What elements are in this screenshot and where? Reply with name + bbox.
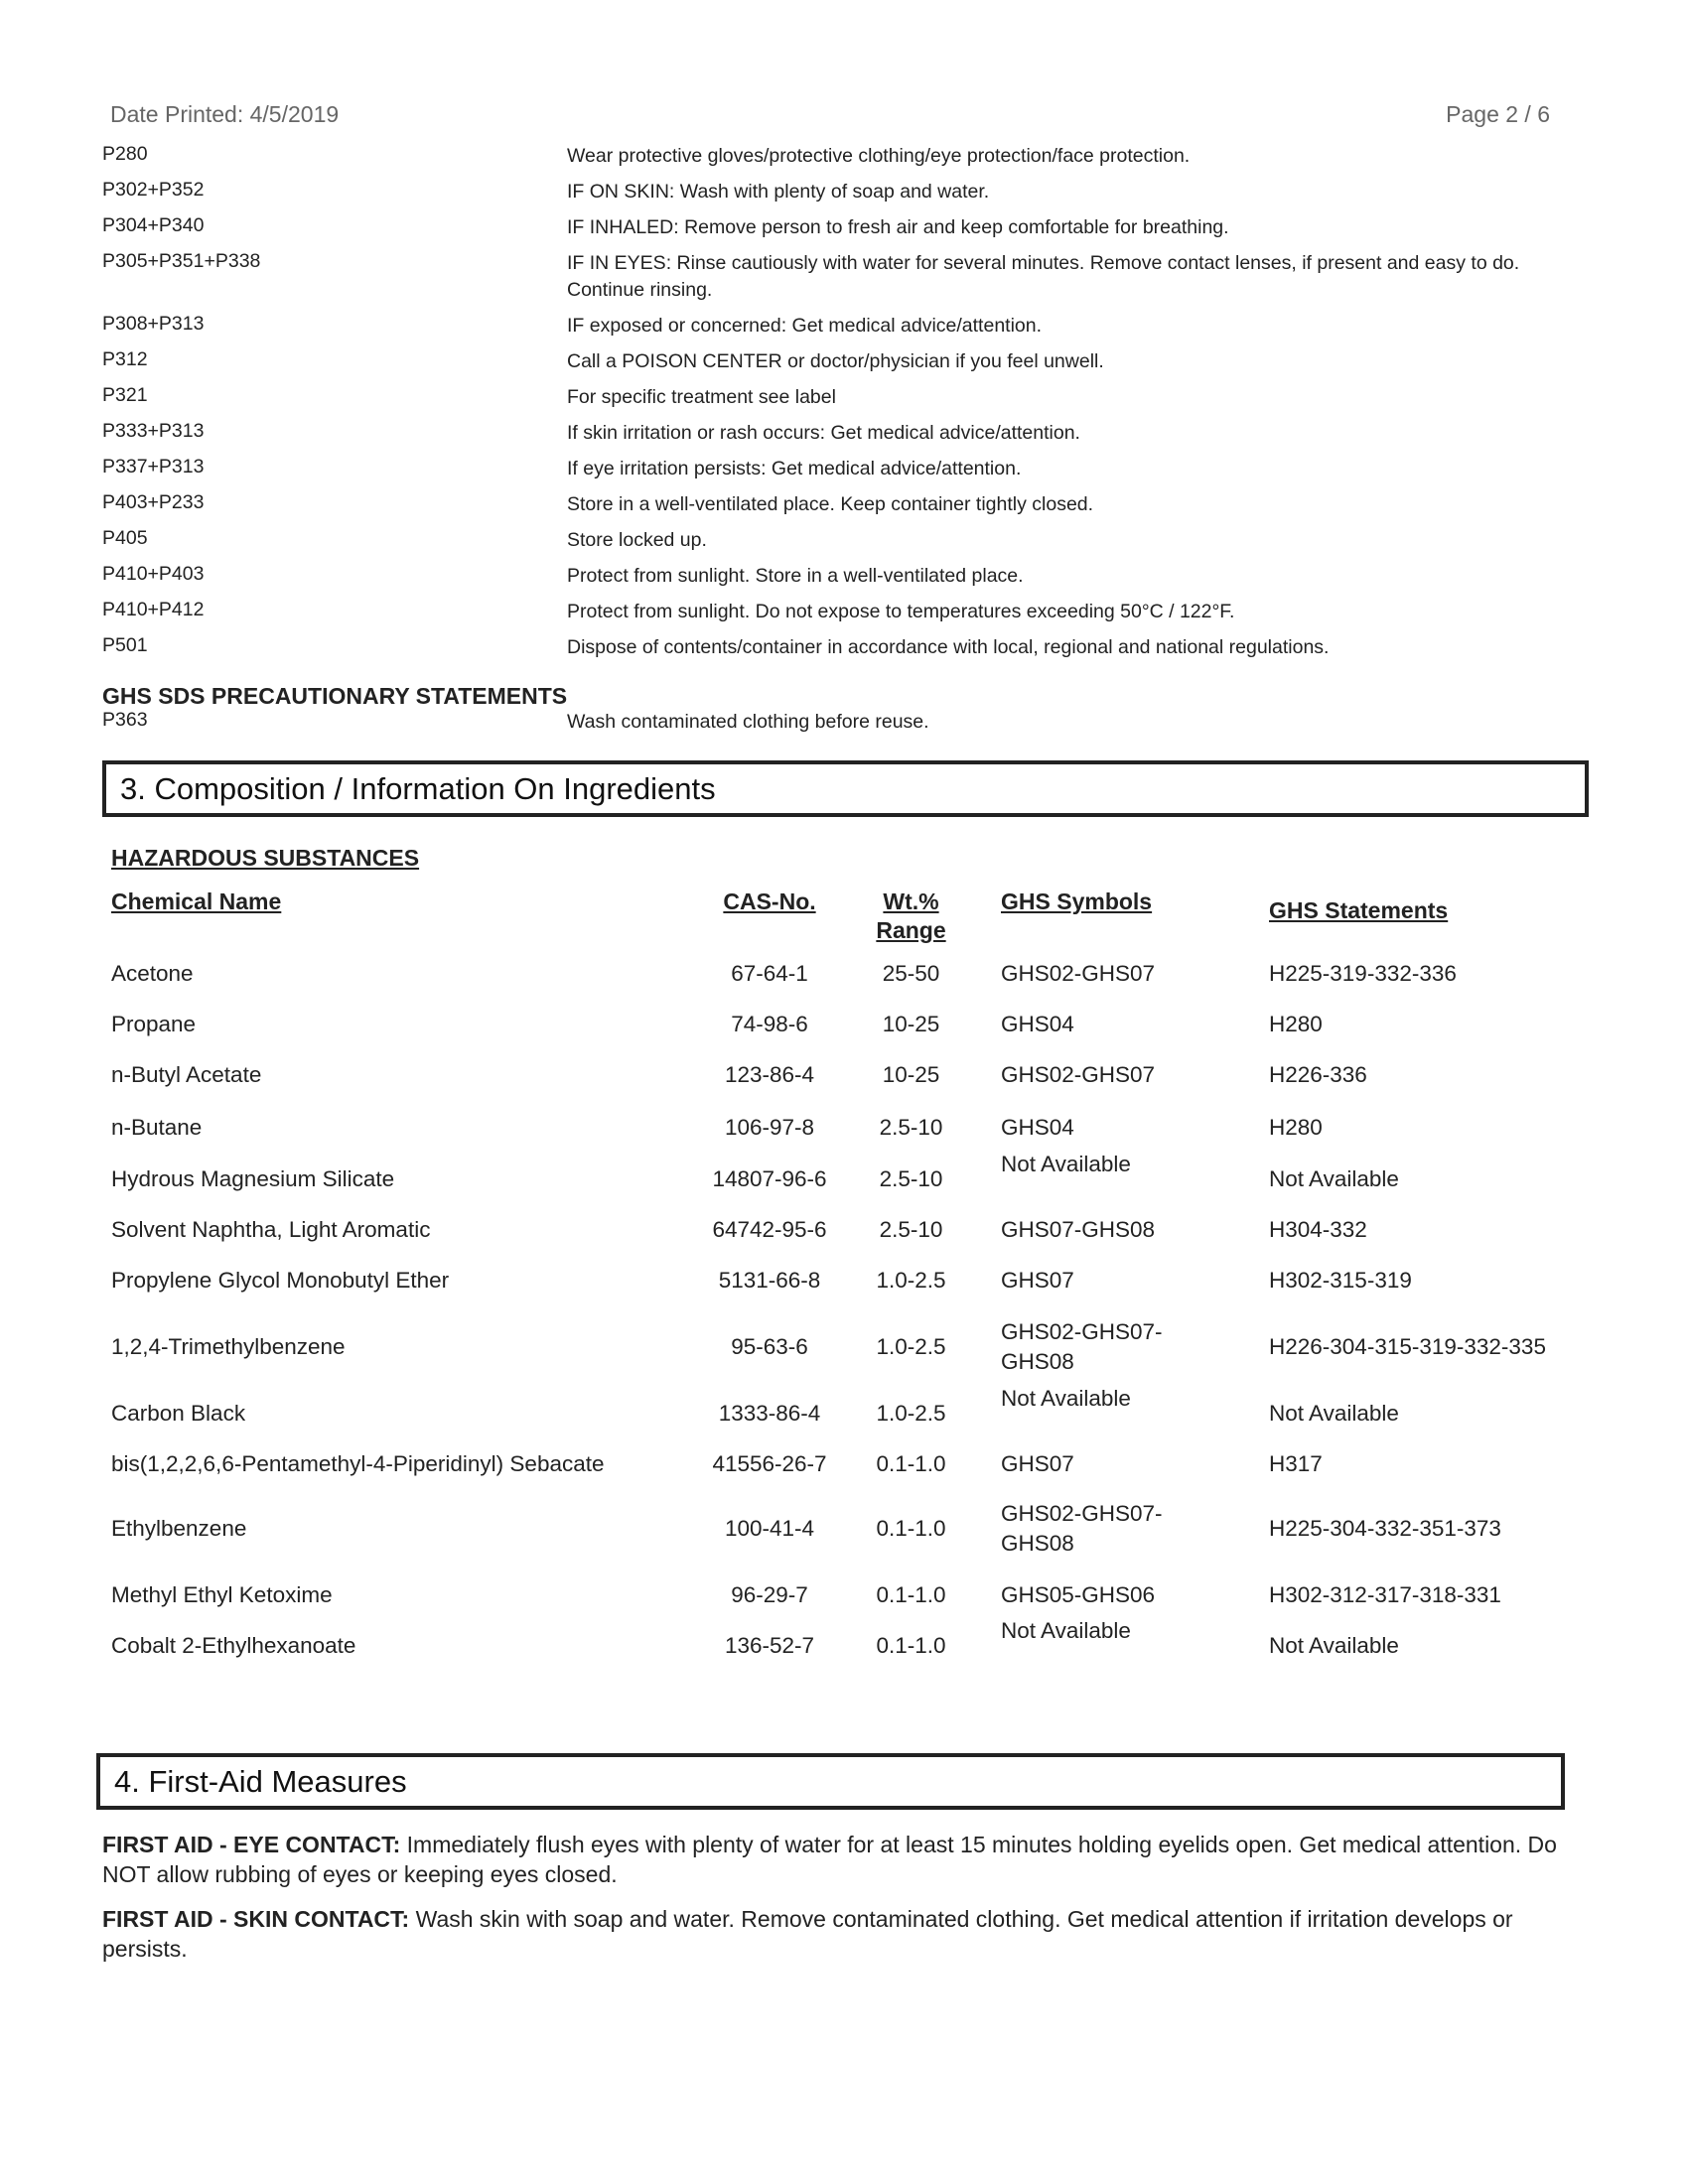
weight-range-cell: 1.0-2.5: [876, 1268, 946, 1293]
weight-range-cell: 0.1-1.0: [876, 1633, 946, 1658]
chemical-name-cell: Carbon Black: [111, 1401, 246, 1426]
weight-range-cell: 25-50: [882, 961, 940, 986]
precaution-code: P308+P313: [102, 313, 205, 335]
precaution-text: Protect from sunlight. Store in a well-ventilated place.: [567, 565, 1024, 587]
chemical-name-cell: Propane: [111, 1012, 197, 1036]
chemical-name-cell: n-Butyl Acetate: [111, 1062, 262, 1087]
first-aid-eye-label: FIRST AID - EYE CONTACT:: [102, 1832, 401, 1857]
chemical-name-cell: Cobalt 2-Ethylhexanoate: [111, 1633, 356, 1658]
precaution-text: If skin irritation or rash occurs: Get medical advice/attention.: [567, 422, 1080, 444]
cas-number-cell: 1333-86-4: [718, 1401, 821, 1426]
weight-range-cell: 0.1-1.0: [876, 1582, 946, 1607]
chemical-name-cell: Propylene Glycol Monobutyl Ether: [111, 1268, 450, 1293]
first-aid-eye-text: Immediately flush eyes with plenty of water for at least 15 minutes holding eyelids open. Get medical attention. Do NOT allow rubbing of eyes or keeping eyes closed.: [102, 1832, 1557, 1887]
precaution-code: P410+P412: [102, 599, 205, 620]
chemical-name-cell: Methyl Ethyl Ketoxime: [111, 1582, 333, 1607]
ghs-symbols-cell: GHS04: [1001, 1012, 1074, 1036]
cas-number-cell: 106-97-8: [724, 1115, 815, 1140]
ghs-statements-cell: Not Available: [1269, 1401, 1399, 1426]
first-aid-skin: [102, 1904, 1572, 1964]
precaution-code: P333+P313: [102, 420, 205, 442]
ghs-statements-cell: Not Available: [1269, 1633, 1399, 1658]
ghs-statements-cell: H280: [1269, 1115, 1323, 1140]
ghs-symbols-cell: GHS02-GHS07: [1001, 961, 1156, 986]
precaution-code: P363: [102, 709, 148, 731]
col-ghs-symbols: GHS Symbols: [1001, 888, 1153, 914]
precaution-code: P302+P352: [102, 179, 205, 201]
cas-number-cell: 123-86-4: [724, 1062, 815, 1087]
precaution-text: IF IN EYES: Rinse cautiously with water for several minutes. Remove contact lenses, if present and easy to do. Continue rinsing.: [567, 252, 1520, 301]
precaution-code: P312: [102, 348, 148, 370]
ghs-symbols-cell: GHS02-GHS07: [1001, 1062, 1156, 1087]
chemical-name-cell: n-Butane: [111, 1115, 203, 1140]
ghs-symbols-cell: GHS04: [1001, 1115, 1074, 1140]
precaution-text: Store in a well-ventilated place. Keep container tightly closed.: [567, 493, 1094, 515]
precaution-code: P321: [102, 384, 148, 406]
precaution-text: Wear protective gloves/protective clothing/eye protection/face protection.: [567, 145, 1191, 167]
weight-range-cell: 2.5-10: [879, 1115, 943, 1140]
cas-number-cell: 5131-66-8: [718, 1268, 821, 1293]
cas-number-cell: 100-41-4: [724, 1516, 815, 1541]
precaution-code: P304+P340: [102, 214, 205, 236]
precaution-text: Dispose of contents/container in accordance with local, regional and national regulations.: [567, 636, 1330, 658]
cas-number-cell: 64742-95-6: [712, 1217, 827, 1242]
precaution-text: IF exposed or concerned: Get medical advice/attention.: [567, 315, 1043, 337]
precaution-text: IF INHALED: Remove person to fresh air and keep comfortable for breathing.: [567, 216, 1229, 238]
ghs-symbols-cell: GHS07: [1001, 1451, 1074, 1476]
date-printed: Date Printed: 4/5/2019: [110, 101, 340, 127]
chemical-name-cell: Ethylbenzene: [111, 1516, 247, 1541]
precaution-code: P405: [102, 527, 148, 549]
precaution-text: If eye irritation persists: Get medical advice/attention.: [567, 458, 1022, 479]
precaution-text: Protect from sunlight. Do not expose to temperatures exceeding 50°C / 122°F.: [567, 601, 1235, 622]
col-chemical-name: Chemical Name: [111, 888, 282, 914]
section-4-header: [96, 1753, 1565, 1810]
precaution-text: IF ON SKIN: Wash with plenty of soap and water.: [567, 181, 990, 203]
ghs-symbols-cell: GHS02-GHS07-GHS08: [1001, 1319, 1163, 1374]
precaution-text: Wash contaminated clothing before reuse.: [567, 711, 929, 733]
ghs-symbols-cell: GHS02-GHS07-GHS08: [1001, 1501, 1163, 1556]
first-aid-skin-text: Wash skin with soap and water. Remove contaminated clothing. Get medical attention if irritation develops or persists.: [102, 1906, 1513, 1962]
precaution-code: P403+P233: [102, 491, 205, 513]
weight-range-cell: 0.1-1.0: [876, 1451, 946, 1476]
ghs-symbols-cell: GHS07: [1001, 1268, 1074, 1293]
chemical-name-cell: Acetone: [111, 961, 194, 986]
ghs-symbols-cell: GHS05-GHS06: [1001, 1582, 1156, 1607]
col-wt-range: Range: [876, 917, 946, 943]
weight-range-cell: 1.0-2.5: [876, 1334, 946, 1359]
ghs-symbols-cell: Not Available: [1001, 1152, 1131, 1176]
cas-number-cell: 95-63-6: [731, 1334, 808, 1359]
page-number: Page 2 / 6: [1446, 101, 1550, 127]
ghs-statements-cell: H280: [1269, 1012, 1323, 1036]
ghs-statements-cell: H226-304-315-319-332-335: [1269, 1334, 1546, 1359]
precaution-code: P280: [102, 143, 148, 165]
chemical-name-cell: Hydrous Magnesium Silicate: [111, 1166, 395, 1191]
cas-number-cell: 67-64-1: [731, 961, 808, 986]
weight-range-cell: 2.5-10: [879, 1166, 943, 1191]
ghs-sds-heading: GHS SDS PRECAUTIONARY STATEMENTS: [102, 683, 568, 709]
weight-range-cell: 0.1-1.0: [876, 1516, 946, 1541]
col-ghs-statements: GHS Statements: [1269, 897, 1449, 923]
chemical-name-cell: 1,2,4-Trimethylbenzene: [111, 1334, 346, 1359]
cas-number-cell: 74-98-6: [731, 1012, 808, 1036]
precaution-code: P337+P313: [102, 456, 205, 478]
ghs-symbols-cell: GHS07-GHS08: [1001, 1217, 1156, 1242]
weight-range-cell: 1.0-2.5: [876, 1401, 946, 1426]
ghs-statements-cell: H317: [1269, 1451, 1323, 1476]
section-3-header: [102, 760, 1589, 817]
ghs-statements-cell: Not Available: [1269, 1166, 1399, 1191]
ghs-statements-cell: H226-336: [1269, 1062, 1367, 1087]
weight-range-cell: 10-25: [882, 1062, 940, 1087]
ghs-statements-cell: H302-315-319: [1269, 1268, 1412, 1293]
chemical-name-cell: bis(1,2,2,6,6-Pentamethyl-4-Piperidinyl) Sebacate: [111, 1451, 605, 1476]
precaution-text: Call a POISON CENTER or doctor/physician if you feel unwell.: [567, 350, 1104, 372]
section-4-title: 4. First-Aid Measures: [114, 1763, 407, 1799]
first-aid-skin-label: FIRST AID - SKIN CONTACT:: [102, 1906, 410, 1932]
cas-number-cell: 14807-96-6: [712, 1166, 827, 1191]
weight-range-cell: 10-25: [882, 1012, 940, 1036]
precaution-code: P501: [102, 634, 148, 656]
weight-range-cell: 2.5-10: [879, 1217, 943, 1242]
col-wt: Wt.%: [883, 888, 939, 914]
chemical-name-cell: Solvent Naphtha, Light Aromatic: [111, 1217, 431, 1242]
section-3-title: 3. Composition / Information On Ingredients: [120, 770, 716, 806]
cas-number-cell: 136-52-7: [724, 1633, 815, 1658]
ghs-statements-cell: H302-312-317-318-331: [1269, 1582, 1501, 1607]
precaution-text: For specific treatment see label: [567, 386, 836, 408]
col-cas-no: CAS-No.: [723, 888, 816, 914]
ghs-statements-cell: H225-319-332-336: [1269, 961, 1457, 986]
ghs-symbols-cell: Not Available: [1001, 1618, 1131, 1643]
cas-number-cell: 96-29-7: [731, 1582, 808, 1607]
ghs-statements-cell: H225-304-332-351-373: [1269, 1516, 1501, 1541]
hazardous-substances-heading: HAZARDOUS SUBSTANCES: [111, 845, 420, 871]
ghs-symbols-cell: Not Available: [1001, 1386, 1131, 1411]
first-aid-eye: [102, 1830, 1572, 1889]
cas-number-cell: 41556-26-7: [712, 1451, 827, 1476]
ghs-statements-cell: H304-332: [1269, 1217, 1367, 1242]
precaution-text: Store locked up.: [567, 529, 707, 551]
precaution-code: P305+P351+P338: [102, 250, 261, 272]
precaution-code: P410+P403: [102, 563, 205, 585]
